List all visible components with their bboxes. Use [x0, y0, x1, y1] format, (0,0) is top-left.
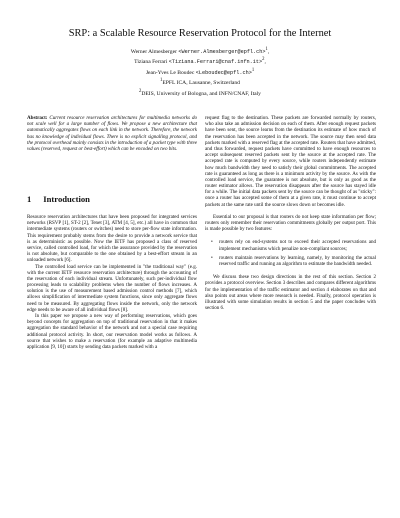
left-column-body	[27, 214, 197, 350]
paragraph: We discuss these two design directions in the rest of this section. Section 2 provides a protocol overview. Section 3 describes and compares different algorithms for the implementation of the traffic estimator and section 4 elaborates on that and also points out areas where more research is needed. Finally, protocol operation is illustrated with some simulation results in section 5 and the paper concludes with section 6.	[205, 274, 376, 312]
affiliation-mark: 2	[139, 88, 142, 94]
list-item: • routers rely on end-systems not to exceed their accepted reservations and implement mechanisms which penalize non-compliant sources;	[219, 239, 376, 251]
affiliation-text: DEIS, University of Bologna, and INFN/CNAF, Italy	[141, 90, 261, 97]
paragraph: Essential to our proposal is that routers do not keep state information per flow; routers only remember their reservation commitments globally per output port. This is made possible by two features:	[205, 213, 376, 233]
author-line: Tiziana Ferrari <Tiziana.Ferrari@cnaf.infn.it>$^2$,	[134, 57, 266, 66]
affiliation-line	[40, 88, 360, 98]
author-block	[40, 46, 360, 98]
author-name: Tiziana Ferrari	[134, 59, 168, 66]
list-item: • routers maintain reservations by learning, namely, by monitoring the actual reserved traffic and running an algorithm to estimate the bandwidth needed.	[219, 255, 376, 267]
paragraph: Resource reservation architectures that have been proposed for integrated services networks (RSVP [1], ST-2 [2], Tenet [3], ATM [4, 5], etc.) all have in common that intermediate systems (routers or switches) need to store per-flow state information. This requirement probably stems from the desire to provide a network service that is as deterministic as possible. Now the IETF has proposed a class of reserved service, called controlled load, for which the assurance provided by the reservation is not absolute, but comparable to the one obtained by a best-effort stream in an unloaded network [6].	[27, 214, 197, 264]
section-heading-introduction	[27, 194, 90, 204]
paragraph: request flag to the destination. These packets are forwarded normally by routers, who also take an admission decision on each of them. After enough request packets have been sent, the source learns from the destination its estimate of how much of the reservation has been accepted in the network. The source may then send data packets marked with a reserved flag at the accepted rate. Routers that have admitted, and thus forwarded, request packets have committed to have enough resources to accept subsequent reserved packets sent by the source at the accepted rate. The accepted rate is computed by every source, while routers independently estimate how much bandwidth they need to satisfy their global commitments. The accepted rate is guaranteed as long as there is a minimum activity by the source. As with the controlled load service, the guarantee is not absolute, but is only as good as the router estimator allows. The reservation disappears after the source has stayed idle for a while. The initial data packets sent by the source can be thought of as "sticky": once a router has accepted some of them at a given rate, it must continue to accept packets at the same rate until the source slows down or becomes idle.	[205, 115, 376, 208]
author-line	[40, 67, 360, 77]
author-email: <Tiziana.Ferrari@cnaf.infn.it>	[168, 59, 263, 66]
affiliation-line	[40, 77, 360, 87]
author-name: Jean-Yves Le Boudec	[145, 69, 195, 76]
author-name: Werner Almesberger	[130, 48, 177, 55]
author-email: <Werner.Almesberger@epfl.ch>	[178, 48, 266, 55]
affiliation-text: EPFL ICA, Lausanne, Switzerland	[162, 80, 240, 87]
section-title: Introduction	[43, 194, 90, 204]
abstract-label: Abstract:	[27, 115, 48, 121]
affiliation-mark: 1	[265, 47, 268, 52]
paragraph: In this paper we propose a new way of performing reservations, which goes beyond concepts for aggregation on top of traditional reservation in that it makes aggregation the standard behavior of the network and not a special case requiring additional protocol activity. In short, our reservation model works as follows. A source that wishes to make a reservation (for example an adaptive multimedia application [9, 10]) starts by sending data packets marked with a	[27, 313, 197, 350]
affiliation-mark: 1	[251, 67, 255, 73]
paragraph: The controlled load service can be implemented in "the traditional way" (e.g. with the current IETF resource reservation architecture) through the accounting of the reservation of each individual stream. Unfortunately, such per-individual flow processing leads to scalability problems when the number of flows increases. A solution is the use of measurement based admission control methods [7], which allows simplification of intermediate system functions, since only aggregate flows need to be measured. By aggregating flows inside the network, only the network edge needs to be aware of all individual flows [8].	[27, 263, 197, 313]
abstract	[27, 115, 197, 152]
section-number: 1	[27, 194, 32, 204]
right-column-body	[205, 115, 376, 311]
abstract-text: Current resource reservation architectures for multimedia networks do not scale well for a large number of flows. We propose a new architecture that automatically aggregates flows on each link in the network. Therefore, the network has no knowledge of individual flows. There is no explicit signalling protocol, and the protocol overhead mainly consists in the introduction of a packet type with three values (reserved, request or best-effort) which can be encoded on two bits.	[27, 115, 198, 152]
author-email: <Leboudec@epfl.ch>	[195, 69, 252, 76]
affiliation-mark: 2	[262, 57, 265, 63]
feature-list	[205, 239, 376, 267]
affiliation-mark: 1	[160, 78, 163, 84]
author-line: Werner Almesberger <Werner.Almesberger@epfl.ch>$^1$,	[130, 47, 270, 55]
paper-title: SRP: a Scalable Resource Reservation Protocol for the Internet	[68, 28, 332, 39]
